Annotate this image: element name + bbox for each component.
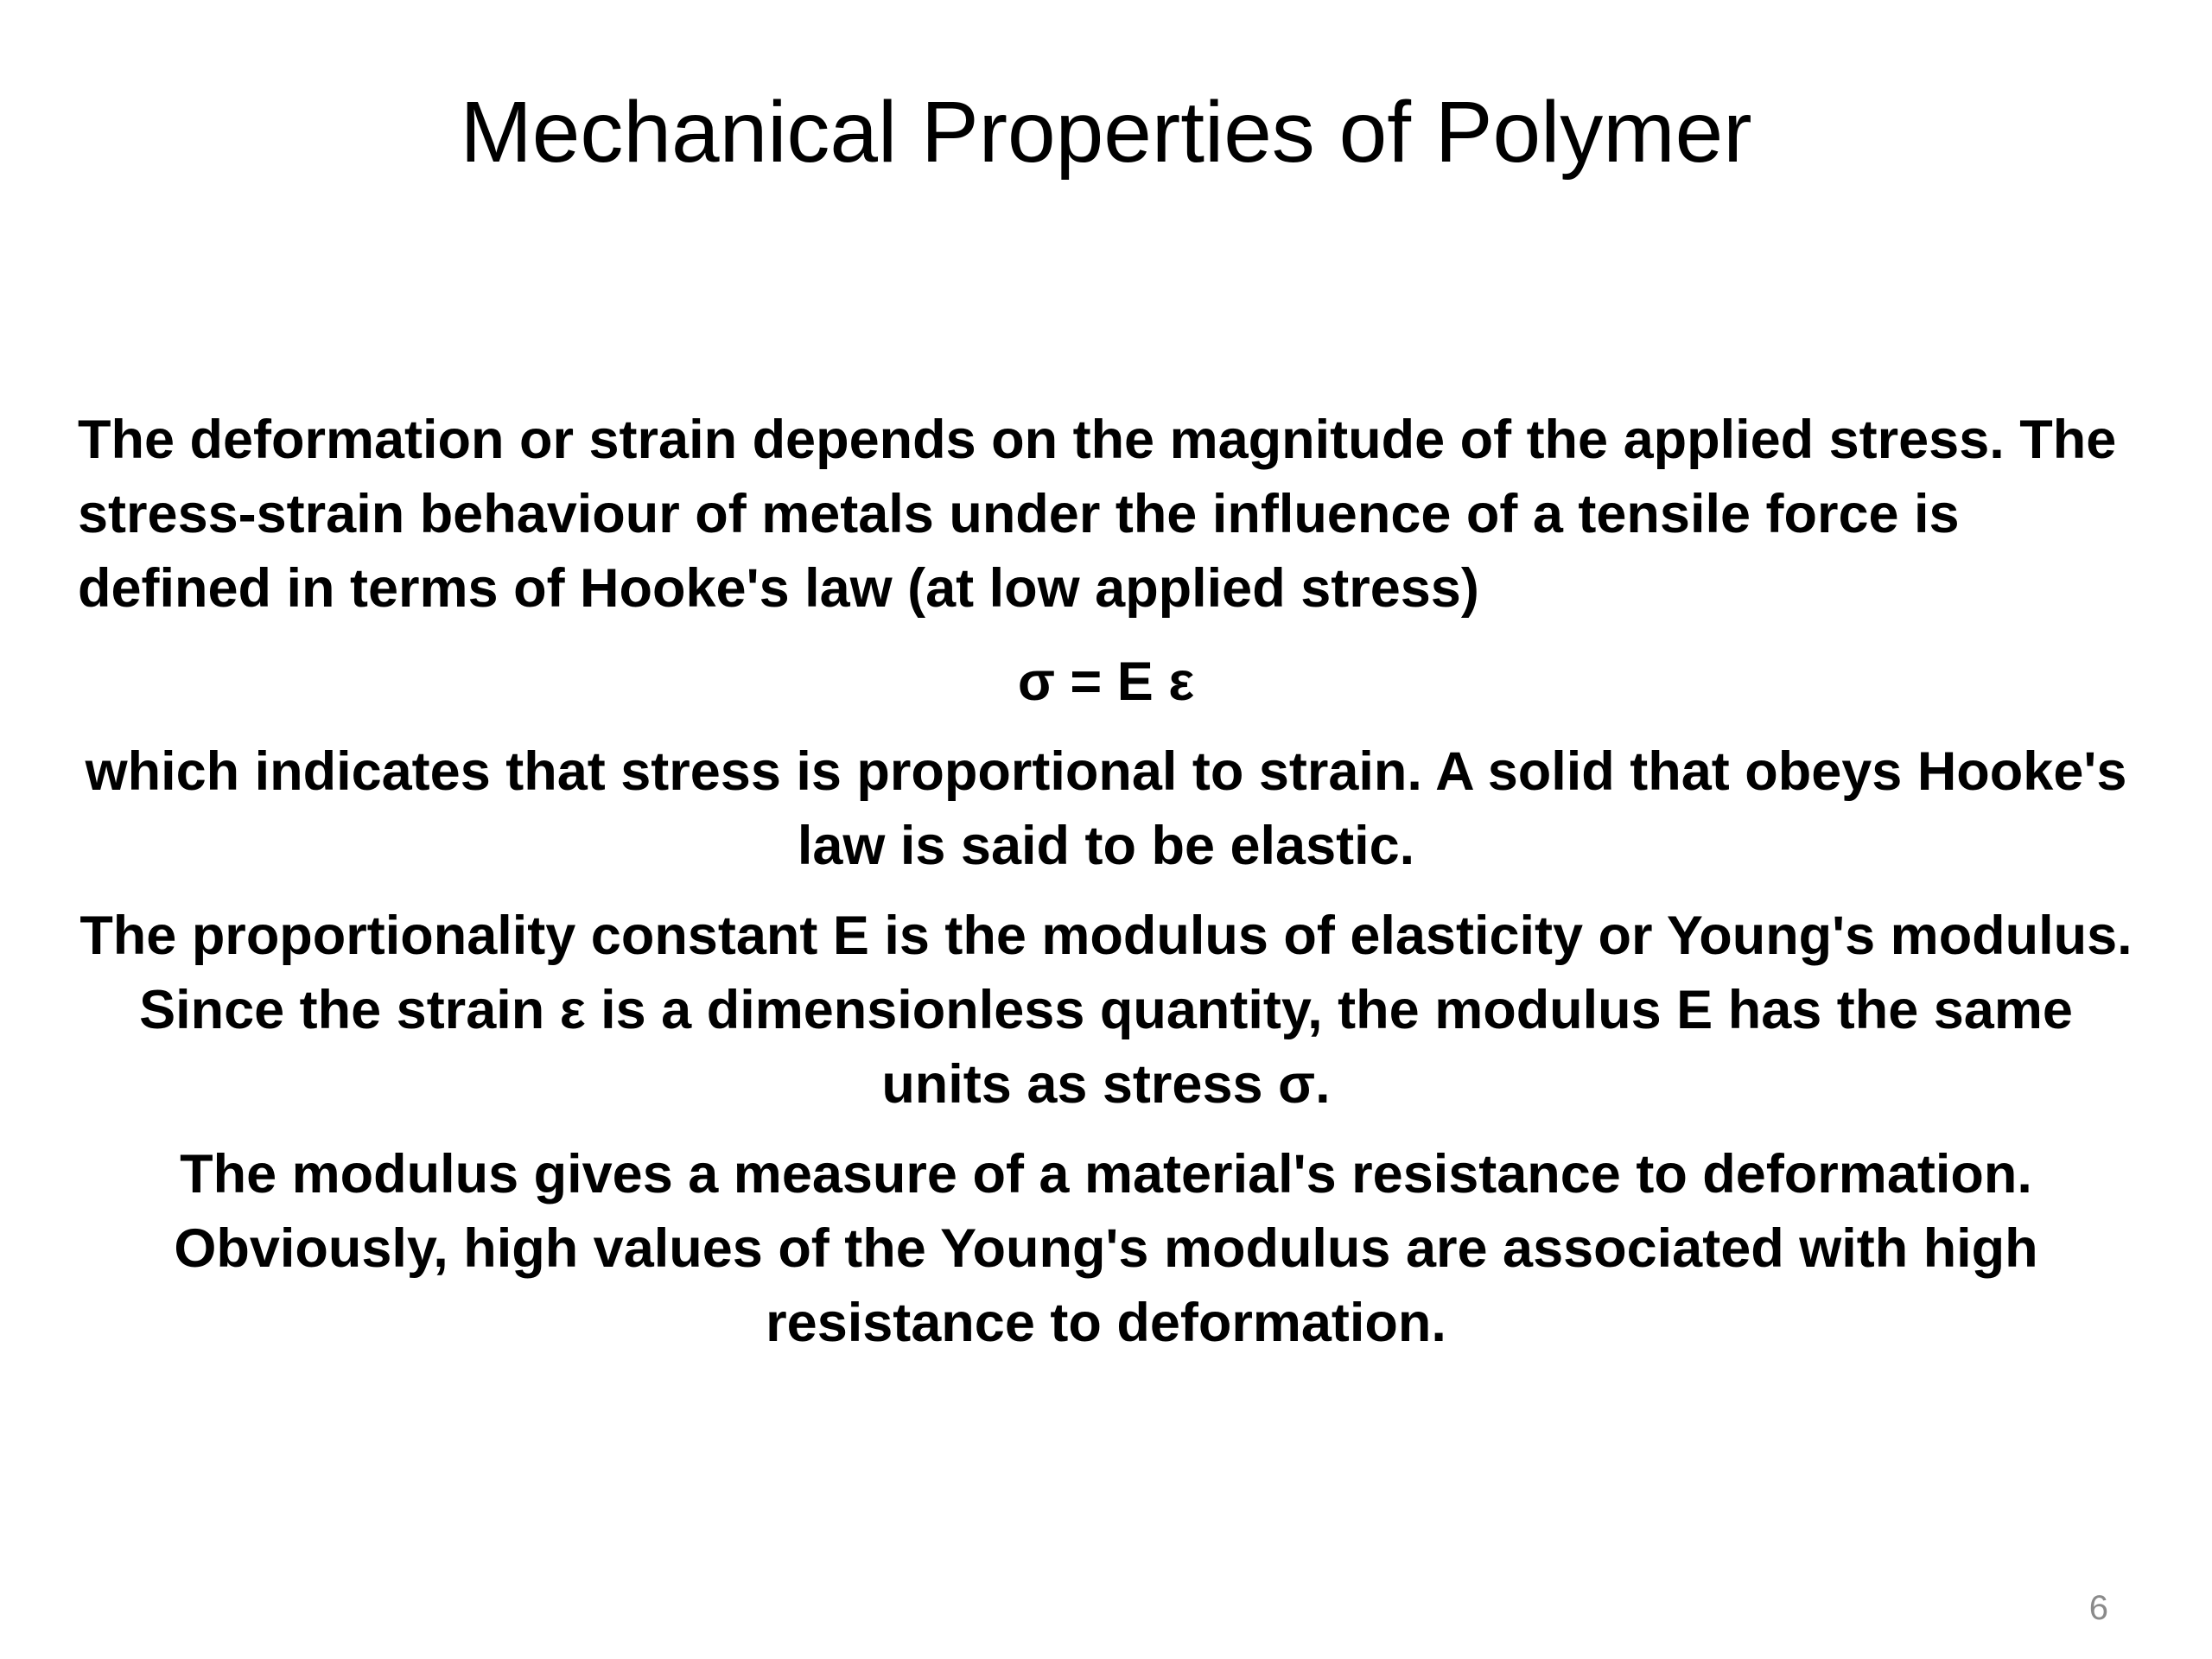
resistance-paragraph: The modulus gives a measure of a material's resistance to deformation. Obviously, high values of the Young's modulus are associated with high resistance to deformation. <box>174 1144 2038 1353</box>
page-number: 6 <box>2088 1589 2108 1627</box>
youngs-modulus-paragraph: The proportionality constant E is the modulus of elasticity or Young's modulus. Since the strain ε is a dimensionless quantity, the modulus E has the same units as stress σ. <box>79 906 2133 1115</box>
hookes-law-equation: σ = E ε <box>1017 652 1195 712</box>
slide-title: Mechanical Properties of Polymer <box>460 84 1752 181</box>
intro-paragraph: The deformation or strain depends on the magnitude of the applied stress. The stress-strain behaviour of metals under the influence of a tensile force is defined in terms of Hooke's law (at low applied stress) <box>78 410 2117 619</box>
proportionality-paragraph: which indicates that stress is proportional to strain. A solid that obeys Hooke's law is said to be elastic. <box>85 741 2127 876</box>
